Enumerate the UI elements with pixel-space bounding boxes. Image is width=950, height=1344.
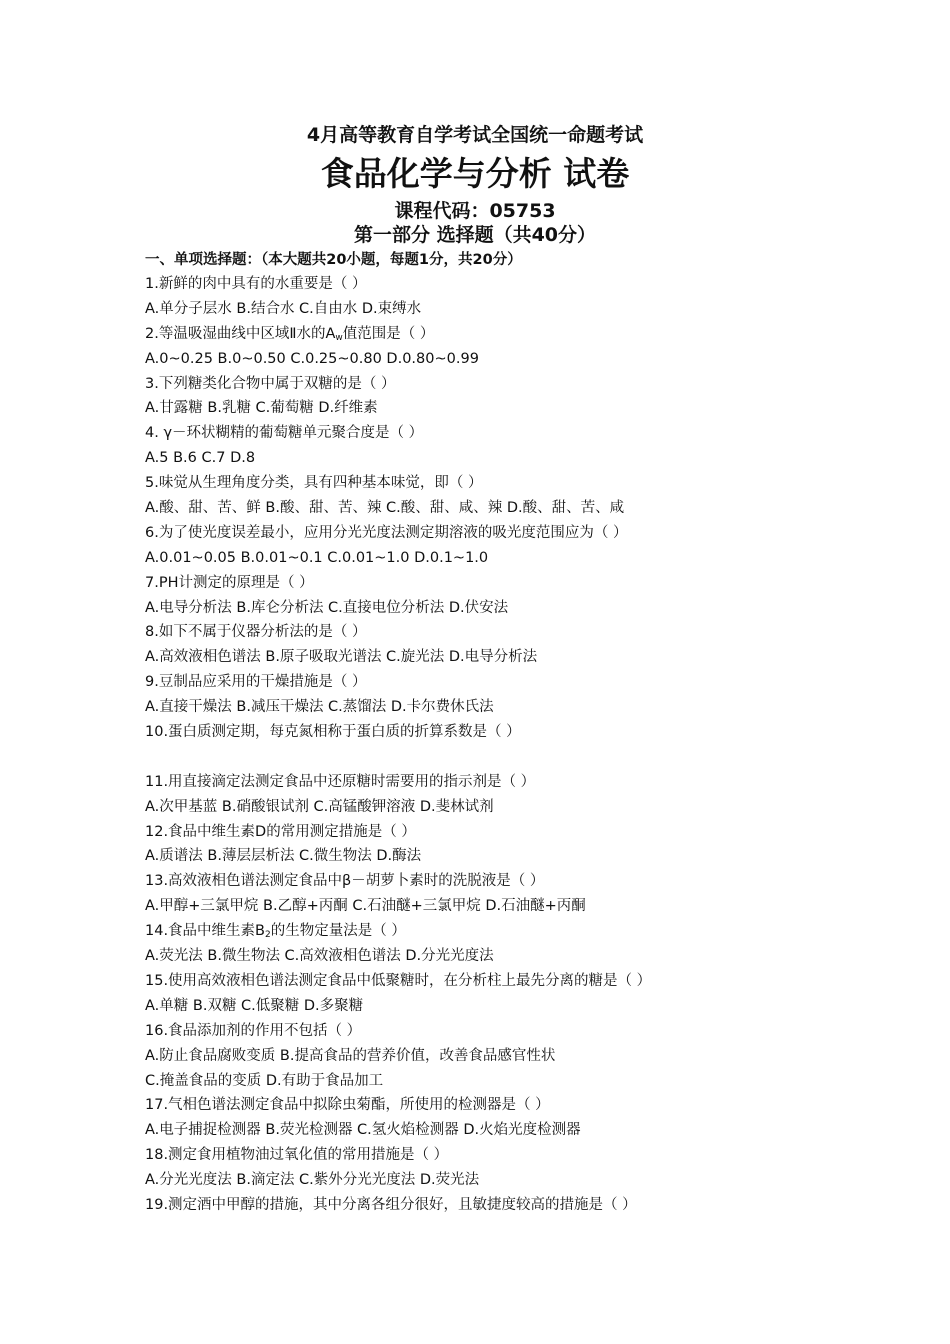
question-text <box>145 421 925 446</box>
question-text <box>145 670 925 695</box>
line-text: 12.食品中维生素D的常用测定措施是（ ） <box>145 823 416 840</box>
line-text: A.甘露糖 B.乳糖 C.葡萄糖 D.纤维素 <box>145 400 378 417</box>
question-text <box>145 372 925 397</box>
answer-options <box>145 546 925 571</box>
line-text: 8.如下不属于仪器分析法的是（ ） <box>145 624 367 641</box>
line-text: A.直接干燥法 B.减压干燥法 C.蒸馏法 D.卡尔费休氏法 <box>145 699 494 716</box>
answer-options <box>145 1168 925 1193</box>
line-text: A.单糖 B.双糖 C.低聚糖 D.多聚糖 <box>145 997 364 1014</box>
answer-options <box>145 1069 925 1094</box>
subscript: 2 <box>265 930 271 941</box>
line-text: 7.PH计测定的原理是（ ） <box>145 574 314 591</box>
line-text: A.甲醇+三氯甲烷 B.乙醇+丙酮 C.石油醚+三氯甲烷 D.石油醚+丙酮 <box>145 898 586 915</box>
question-text <box>145 620 925 645</box>
paper-title: 食品化学与分析 试卷 <box>320 154 630 193</box>
line-text: C.掩盖食品的变质 D.有助于食品加工 <box>145 1072 384 1089</box>
line-text: 14.食品中维生素B <box>145 923 266 940</box>
answer-options <box>145 645 925 670</box>
line-text: 18.测定食用植物油过氧化值的常用措施是（ ） <box>145 1147 449 1164</box>
line-text: 9.豆制品应采用的干燥措施是（ ） <box>145 674 367 691</box>
question-text <box>145 1143 925 1168</box>
question-text <box>145 770 925 795</box>
line-text: A.单分子层水 B.结合水 C.自由水 D.束缚水 <box>145 300 422 317</box>
line-text: A.分光光度法 B.滴定法 C.紫外分光光度法 D.荧光法 <box>145 1172 480 1189</box>
question-text <box>145 919 925 944</box>
line-text: 19.测定酒中甲醇的措施，其中分离各组分很好，且敏捷度较高的措施是（ ） <box>145 1196 637 1213</box>
line-text-after: 的生物定量法是（ ） <box>270 923 406 940</box>
line-text: 1.新鲜的肉中具有的水重要是（ ） <box>145 276 367 292</box>
question-text <box>145 1019 925 1044</box>
answer-options <box>145 496 925 521</box>
question-text <box>145 571 925 596</box>
part-heading: 第一部分 选择题（共40分） <box>353 224 597 246</box>
answer-options <box>145 944 925 969</box>
question-text <box>145 820 925 845</box>
answer-options <box>145 844 925 869</box>
subscript: w <box>335 332 343 343</box>
line-text: A.电子捕捉检测器 B.荧光检测器 C.氢火焰检测器 D.火焰光度检测器 <box>145 1122 581 1139</box>
answer-options <box>145 1118 925 1143</box>
question-text <box>145 322 925 347</box>
line-text: A.次甲基蓝 B.硝酸银试剂 C.高锰酸钾溶液 D.斐林试剂 <box>145 798 494 815</box>
answer-options <box>145 596 925 621</box>
question-text <box>145 720 925 745</box>
answer-options <box>145 1044 925 1069</box>
line-text: A.0.01~0.05 B.0.01~0.1 C.0.01~1.0 D.0.1~1.0 <box>145 549 489 566</box>
question-text <box>145 969 925 994</box>
line-text: 3.下列糖类化合物中属于双糖的是（ ） <box>145 375 396 392</box>
line-text: 15.使用高效液相色谱法测定食品中低聚糖时，在分析柱上最先分离的糖是（ ） <box>145 972 652 989</box>
line-text: A.质谱法 B.薄层层析法 C.微生物法 D.酶法 <box>145 848 422 865</box>
question-text <box>145 272 925 297</box>
answer-options <box>145 994 925 1019</box>
line-text: 11.用直接滴定法测定食品中还原糖时需要用的指示剂是（ ） <box>145 773 536 790</box>
line-text: 2.等温吸湿曲线中区域Ⅱ水的A <box>145 325 336 342</box>
answer-options <box>145 695 925 720</box>
line-text: 16.食品添加剂的作用不包括（ ） <box>145 1022 362 1039</box>
line-text: A.电导分析法 B.库仑分析法 C.直接电位分析法 D.伏安法 <box>145 599 509 616</box>
line-text: A.0~0.25 B.0~0.50 C.0.25~0.80 D.0.80~0.99 <box>145 350 479 367</box>
line-text: 4. γ－环状糊精的葡萄糖单元聚合度是（ ） <box>145 425 424 442</box>
answer-options <box>145 795 925 820</box>
line-text: A.荧光法 B.微生物法 C.高效液相色谱法 D.分光光度法 <box>145 948 494 965</box>
question-text <box>145 1093 925 1118</box>
line-text: 10.蛋白质测定期，每克氮相称于蛋白质的折算系数是（ ） <box>145 724 521 741</box>
exam-heading: 4月高等教育自学考试全国统一命题考试 <box>306 124 644 146</box>
answer-options <box>145 446 925 471</box>
line-text: 17.气相色谱法测定食品中拟除虫菊酯，所使用的检测器是（ ） <box>145 1097 550 1114</box>
line-text: A.高效液相色谱法 B.原子吸取光谱法 C.旋光法 D.电导分析法 <box>145 649 538 666</box>
section-heading: 一、单项选择题：（本大题共20小题，每题1分，共20分） <box>145 252 522 268</box>
question-list <box>145 272 925 1218</box>
line-text: A.5 B.6 C.7 D.8 <box>145 450 256 467</box>
blank-line <box>145 745 925 770</box>
line-text: A.酸、甜、苦、鲜 B.酸、甜、苦、辣 C.酸、甜、咸、辣 D.酸、甜、苦、咸 <box>145 500 625 517</box>
answer-options <box>145 347 925 372</box>
question-text <box>145 521 925 546</box>
line-text: A.防止食品腐败变质 B.提高食品的营养价值，改善食品感官性状 <box>145 1047 556 1064</box>
line-text: 6.为了使光度误差最小，应用分光光度法测定期溶液的吸光度范围应为（ ） <box>145 524 628 541</box>
question-text <box>145 471 925 496</box>
line-text: 5.味觉从生理角度分类，具有四种基本味觉，即（ ） <box>145 475 483 492</box>
line-text-after: 值范围是（ ） <box>342 325 435 342</box>
answer-options <box>145 894 925 919</box>
question-text <box>145 1193 925 1218</box>
answer-options <box>145 396 925 421</box>
course-code: 课程代码：05753 <box>394 200 556 222</box>
line-text: 13.高效液相色谱法测定食品中β－胡萝卜素时的洗脱液是（ ） <box>145 873 545 890</box>
answer-options <box>145 297 925 322</box>
question-text <box>145 869 925 894</box>
